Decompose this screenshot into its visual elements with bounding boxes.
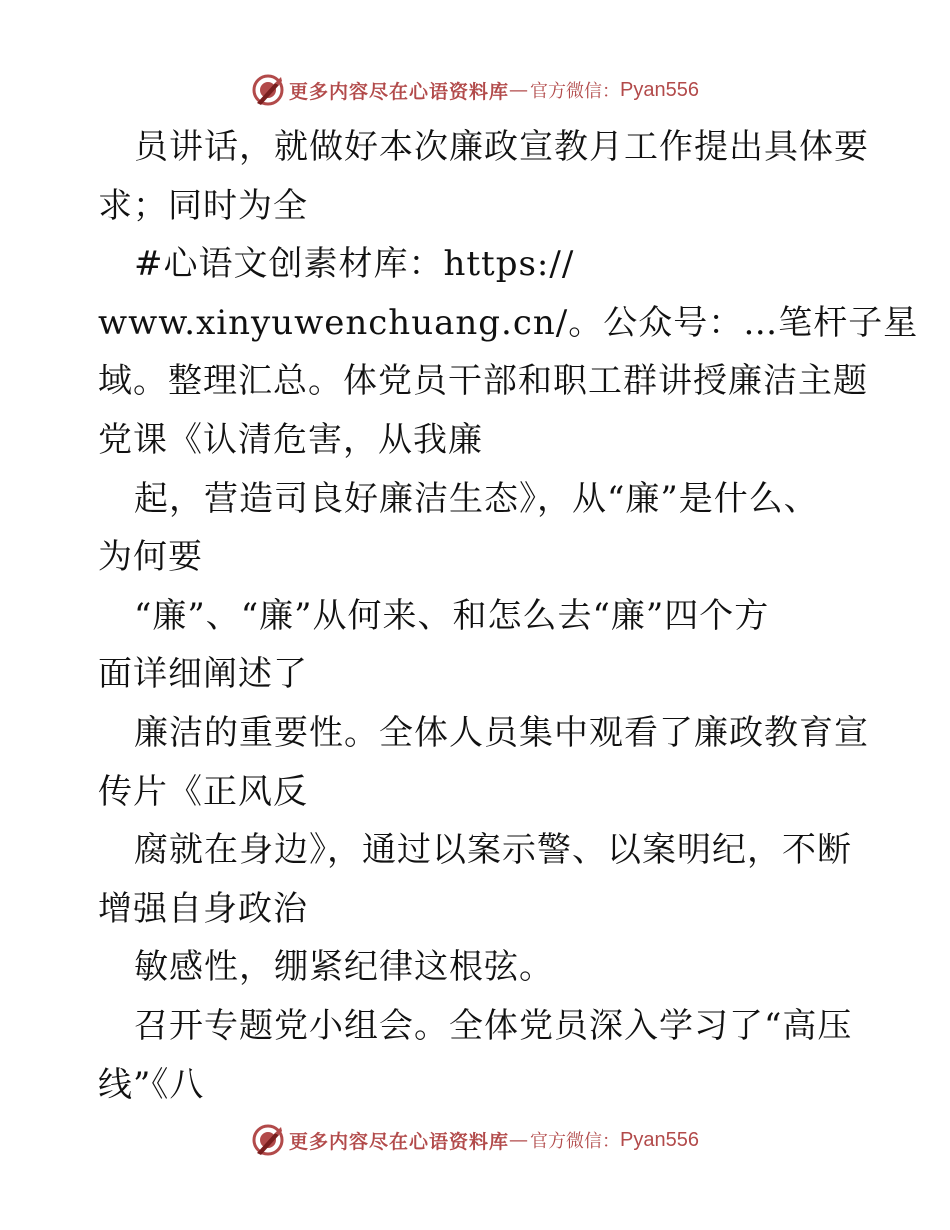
pen-logo-icon <box>251 73 285 107</box>
pen-logo-icon <box>251 1123 285 1157</box>
footer-dash: — <box>509 1129 529 1151</box>
header-label: 官方微信： <box>530 81 621 102</box>
header-dash: — <box>509 79 529 101</box>
body-line: 腐就在身边》，通过以案示警、以案明纪，不断 <box>134 830 852 871</box>
footer-label: 官方微信： <box>530 1131 621 1152</box>
header-wechat-id: Pyan556 <box>620 78 699 101</box>
body-line: “廉”、“廉”从何来、和怎么去“廉”四个方 <box>134 595 770 636</box>
body-line: 求；同时为全 <box>98 185 308 226</box>
body-line: 召开专题党小组会。全体党员深入学习了“高压 <box>134 1005 853 1046</box>
document-body <box>98 118 919 1114</box>
footer-wechat-id: Pyan556 <box>620 1128 699 1151</box>
header-banner <box>0 70 950 110</box>
footer-brand: 更多内容尽在心语资料库 <box>289 1130 510 1153</box>
body-line: 党课《认清危害，从我廉 <box>98 419 483 460</box>
body-line: 起，营造司良好廉洁生态》，从“廉”是什么、 <box>134 478 819 519</box>
body-line: 域。整理汇总。体党员干部和职工群讲授廉洁主题 <box>98 361 868 402</box>
body-line: www.xinyuwenchuang.cn/。公众号：…笔杆子星 <box>98 302 919 343</box>
body-line: 传片《正风反 <box>98 771 308 812</box>
body-line: 线”《八 <box>98 1064 205 1105</box>
body-line: 员讲话，就做好本次廉政宣教月工作提出具体要 <box>134 127 869 167</box>
body-line: 增强自身政治 <box>98 888 308 929</box>
body-line: 为何要 <box>98 537 203 578</box>
body-line: 廉洁的重要性。全体人员集中观看了廉政教育宣 <box>134 712 869 753</box>
header-brand: 更多内容尽在心语资料库 <box>289 80 510 103</box>
body-line: #心语文创素材库：https:// <box>134 244 575 285</box>
body-line: 面详细阐述了 <box>98 654 308 695</box>
footer-banner <box>0 1120 950 1160</box>
body-line: 敏感性，绷紧纪律这根弦。 <box>134 947 554 988</box>
